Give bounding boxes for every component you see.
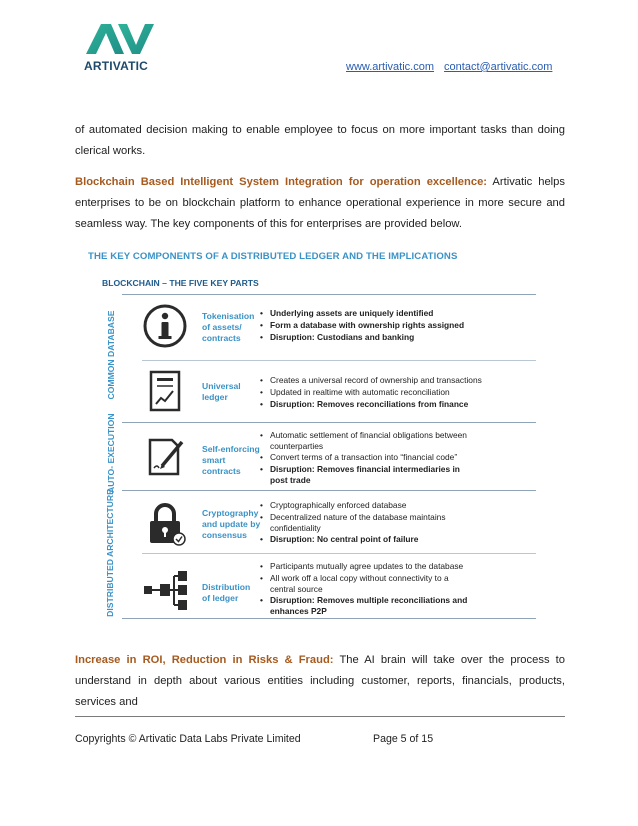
website-link[interactable]: www.artivatic.com: [346, 61, 435, 73]
divider: [122, 294, 536, 295]
logo-text: ARTIVATIC: [84, 59, 149, 73]
paragraph-2: [75, 172, 565, 235]
row-title-distribution: Distribution of ledger: [202, 582, 251, 603]
figure-title: THE KEY COMPONENTS OF A DISTRIBUTED LEDGER AND THE IMPLICATIONS: [88, 251, 458, 262]
footer-copyright: Copyrights © Artivatic Data Labs Private Limited: [75, 733, 301, 745]
row-title-tokenisation: Tokenisation of assets/ contracts: [202, 311, 255, 343]
paragraph-1: of automated decision making to enable employee to focus on more important tasks than doing clerical works.: [75, 124, 565, 157]
bullet: • Creates a universal record of ownership and transactions: [260, 375, 482, 385]
paragraph-3: [75, 650, 565, 713]
bullet: • Disruption: No central point of failure: [260, 534, 419, 544]
contract-pen-icon: [142, 434, 188, 480]
bullet: • Participants mutually agree updates to the database: [260, 561, 464, 571]
bullet: • Disruption: Removes reconciliations from finance: [260, 399, 469, 409]
bullet: • Disruption: Removes financial intermediaries in post trade: [260, 464, 460, 485]
bullet: • Decentralized nature of the database maintains confidentiality: [260, 512, 446, 533]
divider: [142, 553, 536, 554]
padlock-icon: [142, 501, 188, 547]
footer-page-number: Page 5 of 15: [373, 733, 434, 745]
artivatic-logo-mark: [84, 22, 156, 56]
header-links: [346, 61, 552, 73]
bullet: • All work off a local copy without connectivity to a central source: [260, 573, 449, 594]
bullet: • Disruption: Custodians and banking: [260, 332, 415, 342]
divider: [122, 618, 536, 619]
paragraph-2-heading: Blockchain Based Intelligent System Integration for operation excellence:: [75, 176, 488, 188]
bullet: • Underlying assets are uniquely identified: [260, 308, 434, 318]
distribution-tree-icon: [142, 568, 188, 614]
row-title-smart-contracts: Self-enforcing smart contracts: [202, 444, 260, 476]
bullet: • Updated in realtime with automatic reconciliation: [260, 387, 450, 397]
group-label-distributed-architecture: DISTRIBUTED ARCHITECTURE: [105, 489, 115, 617]
bullet: • Cryptographically enforced database: [260, 500, 407, 510]
paragraph-3-body: The AI brain will take over the process to understand in depth about various entities including customer, reports, financials, products, services and: [75, 654, 565, 708]
row-title-cryptography: Cryptography and update by consensus: [202, 508, 261, 540]
ledger-document-icon: [142, 368, 188, 414]
group-label-auto-execution: AUTO- EXECUTION: [106, 413, 116, 493]
divider: [122, 422, 536, 423]
group-label-common-database: COMMON DATABASE: [106, 310, 116, 400]
footer-divider: [75, 716, 565, 717]
blockchain-figure: [84, 250, 544, 620]
divider: [122, 490, 536, 491]
email-link[interactable]: contact@artivatic.com: [444, 61, 553, 73]
info-icon: [142, 303, 188, 349]
row-title-universal-ledger: Universal ledger: [202, 381, 241, 402]
figure-subtitle: BLOCKCHAIN – THE FIVE KEY PARTS: [102, 278, 259, 288]
divider: [142, 360, 536, 361]
bullet: • Automatic settlement of financial obligations between counterparties: [260, 430, 467, 451]
bullet: • Disruption: Removes multiple reconciliations and enhances P2P: [260, 595, 468, 616]
paragraph-3-heading: Increase in ROI, Reduction in Risks & Fraud:: [75, 654, 334, 666]
paragraph-2-body: Artivatic helps enterprises to be on blockchain platform to enhance operational experience in more secure and seamless way. The key components of this for enterprises are provided below.: [75, 176, 565, 230]
bullet: • Form a database with ownership rights assigned: [260, 320, 465, 330]
bullet: • Convert terms of a transaction into “financial code”: [260, 452, 458, 462]
